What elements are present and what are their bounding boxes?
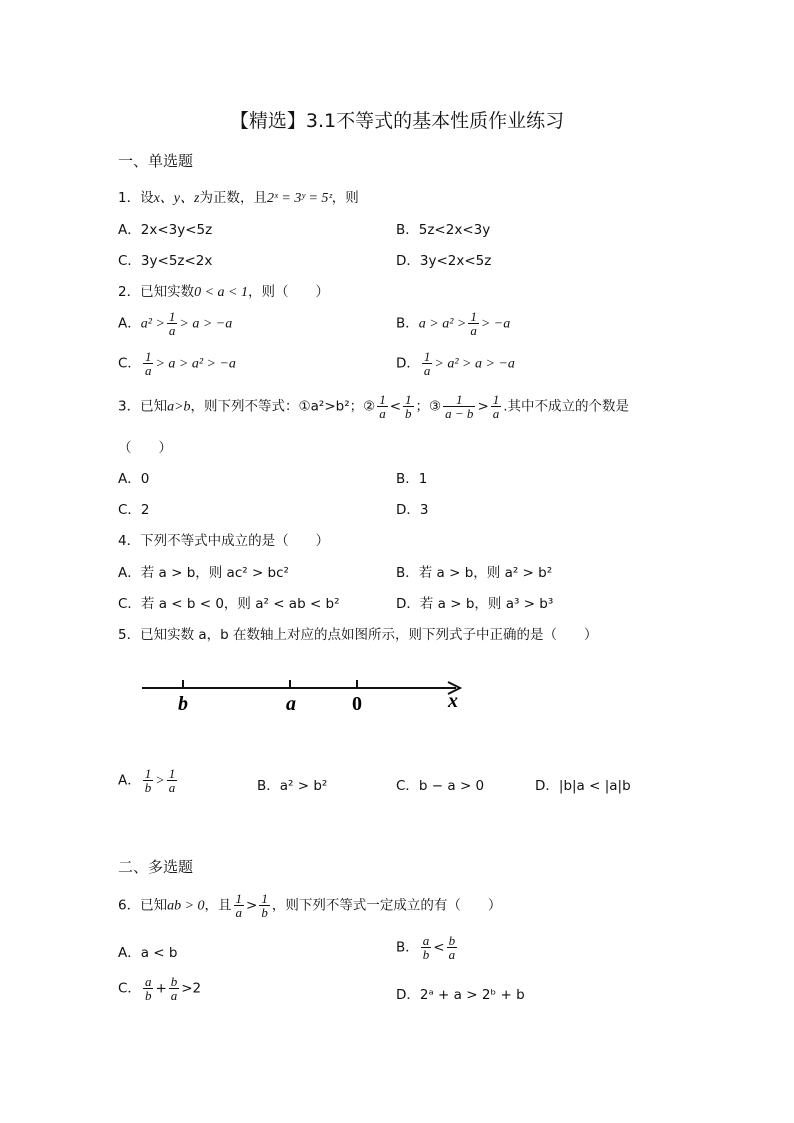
fraction-denominator: b (405, 406, 412, 421)
q1-stem-a: 1．设 (118, 190, 154, 206)
fraction-numerator: 1 (443, 393, 475, 407)
fraction-numerator: 1 (405, 392, 412, 407)
option-letter: C． (118, 355, 141, 372)
fraction (169, 975, 180, 1002)
q6-stem-a: 6．已知 (118, 897, 168, 914)
less-than-sign: < (433, 939, 445, 956)
q6-option-a[interactable]: A．a < b (118, 945, 178, 961)
q1-stem-b: 为正数，且 (199, 190, 267, 206)
fraction-numerator: a (144, 974, 152, 989)
expr: > a > −a (179, 316, 233, 332)
q3-option-c[interactable]: C．2 (118, 502, 150, 518)
fraction-numerator: 1 (168, 309, 176, 324)
greater-than-sign: > (155, 773, 165, 789)
expr: >2 (181, 980, 202, 997)
greater-than-sign: > (477, 398, 489, 415)
option-letter: D． (396, 355, 420, 372)
expr: a² > (140, 316, 165, 332)
q5-option-d[interactable]: D．|b|a < |a|b (535, 778, 631, 794)
fraction (491, 393, 502, 420)
fraction (421, 934, 432, 961)
q3-option-d[interactable]: D．3 (396, 502, 429, 518)
q5-option-b[interactable]: B．a² > b² (257, 778, 328, 794)
q1-option-d[interactable]: D．3y<2x<5z (396, 253, 492, 269)
fraction-numerator: b (170, 974, 178, 989)
fraction (443, 393, 475, 420)
q1-option-b[interactable]: B．5z<2x<3y (396, 222, 491, 238)
q3-answer-paren: （ ） (118, 440, 172, 456)
section-multi-choice: 二、多选题 (118, 858, 194, 876)
q2-stem-a: 2．已知实数 (118, 284, 195, 300)
fraction-numerator: 1 (423, 349, 431, 364)
fraction (259, 892, 270, 919)
fraction-numerator: a (422, 933, 430, 948)
less-than-sign: < (389, 398, 402, 415)
q2-stem-b: ，则（ ） (248, 284, 329, 300)
q2-option-a[interactable] (118, 310, 232, 337)
q4-option-a[interactable]: A．若 a > b，则 ac² > bc² (118, 565, 289, 581)
q1-option-c[interactable]: C．3y<5z<2x (118, 253, 213, 269)
fraction-denominator: a (168, 323, 176, 338)
label-b: b (178, 693, 188, 715)
option-letter: A． (118, 772, 141, 789)
fraction-numerator: 1 (144, 766, 152, 781)
label-a: a (286, 693, 296, 715)
fraction (143, 975, 154, 1002)
q4-option-c[interactable]: C．若 a < b < 0，则 a² < ab < b² (118, 596, 340, 612)
q1-stem-c: ，则 (331, 190, 359, 206)
fraction (468, 310, 479, 337)
fraction-numerator: b (448, 933, 456, 948)
fraction-denominator: a (492, 406, 500, 421)
question-3 (118, 393, 629, 420)
section-single-choice: 一、单选题 (118, 152, 194, 170)
q6-option-b[interactable] (396, 934, 459, 961)
fraction (167, 767, 178, 794)
fraction (167, 310, 178, 337)
fraction (403, 393, 414, 420)
q1-option-a[interactable]: A．2x<3y<5z (118, 222, 213, 238)
option-letter: C． (118, 980, 141, 997)
option-letter: B． (396, 315, 419, 332)
label-x: x (448, 690, 458, 712)
q3-stem-a: 3．已知 (118, 398, 168, 415)
fraction (447, 934, 458, 961)
fraction (377, 393, 388, 420)
q6-option-c[interactable]: C． $\frac{a}{b}$ + $\frac{b}{a}$ >2 (118, 974, 202, 1003)
q3-option-b[interactable]: B．1 (396, 471, 428, 487)
fraction-denominator: a − b (445, 406, 474, 421)
label-zero: 0 (352, 693, 362, 715)
fraction-denominator: a (470, 323, 477, 338)
question-1 (118, 186, 359, 207)
fraction-numerator: 1 (379, 392, 386, 407)
q3-stem-d: .其中不成立的个数是 (503, 398, 630, 415)
question-6 (118, 892, 501, 919)
option-letter: A． (118, 315, 141, 332)
fraction-denominator: a (423, 363, 431, 378)
q1-vars: x、y、z (153, 191, 200, 206)
expr: > a > a² > −a (155, 356, 236, 372)
expr: a > a² > (418, 316, 467, 332)
q3-option-a[interactable]: A．0 (118, 471, 150, 487)
fraction-denominator: a (379, 406, 386, 421)
fraction (234, 892, 245, 919)
q2-option-b[interactable] (396, 310, 510, 337)
fraction-denominator: b (144, 988, 152, 1003)
fraction (143, 767, 154, 794)
fraction-denominator: b (144, 780, 152, 795)
q6-option-d[interactable]: D．2ᵃ + a > 2ᵇ + b (396, 987, 525, 1003)
q3-stem-b: ，则下列不等式：①a²>b²；② (190, 398, 376, 415)
fraction (143, 350, 154, 377)
q1-cond: 2ˣ = 3ʸ = 5ᶻ (266, 191, 332, 206)
q3-stem-c: ；③ (415, 398, 442, 415)
q2-option-d[interactable] (396, 350, 515, 377)
question-5: 5．已知实数 a，b 在数轴上对应的点如图所示，则下列式子中正确的是（ ） (118, 627, 598, 643)
question-4: 4．下列不等式中成立的是（ ） (118, 533, 330, 549)
page-title: 【精选】3.1不等式的基本性质作业练习 (229, 110, 565, 132)
expr: > −a (480, 316, 511, 332)
fraction-numerator: 1 (492, 392, 500, 407)
q4-option-b[interactable]: B．若 a > b，则 a² > b² (396, 565, 553, 581)
fraction-denominator: a (144, 363, 152, 378)
fraction-denominator: b (261, 905, 268, 920)
fraction-denominator: a (448, 947, 456, 962)
q2-cond: 0 < a < 1 (194, 285, 248, 300)
question-2 (118, 280, 329, 301)
option-letter: B． (396, 939, 419, 956)
greater-than-sign: > (246, 897, 258, 914)
q6-cond: ab > 0 (167, 898, 205, 914)
fraction-denominator: a (235, 905, 243, 920)
fraction-numerator: 1 (144, 349, 152, 364)
fraction-denominator: a (168, 780, 176, 795)
number-line-figure (130, 668, 475, 720)
expr: > a² > a > −a (434, 356, 515, 372)
fraction-numerator: 1 (235, 891, 243, 906)
fraction-denominator: a (170, 988, 178, 1003)
q5-option-c[interactable]: C．b − a > 0 (396, 778, 485, 794)
q5-option-a[interactable] (118, 767, 179, 794)
q6-stem-c: ，则下列不等式一定成立的有（ ） (271, 897, 502, 914)
fraction-numerator: 1 (261, 891, 268, 906)
fraction-numerator: 1 (168, 766, 176, 781)
fraction-denominator: b (422, 947, 430, 962)
fraction-numerator: 1 (470, 309, 477, 324)
q3-cond: a>b (167, 399, 191, 415)
fraction (422, 350, 433, 377)
q4-option-d[interactable]: D．若 a > b，则 a³ > b³ (396, 596, 554, 612)
q6-stem-b: ，且 (204, 897, 232, 914)
q2-option-c[interactable] (118, 350, 236, 377)
